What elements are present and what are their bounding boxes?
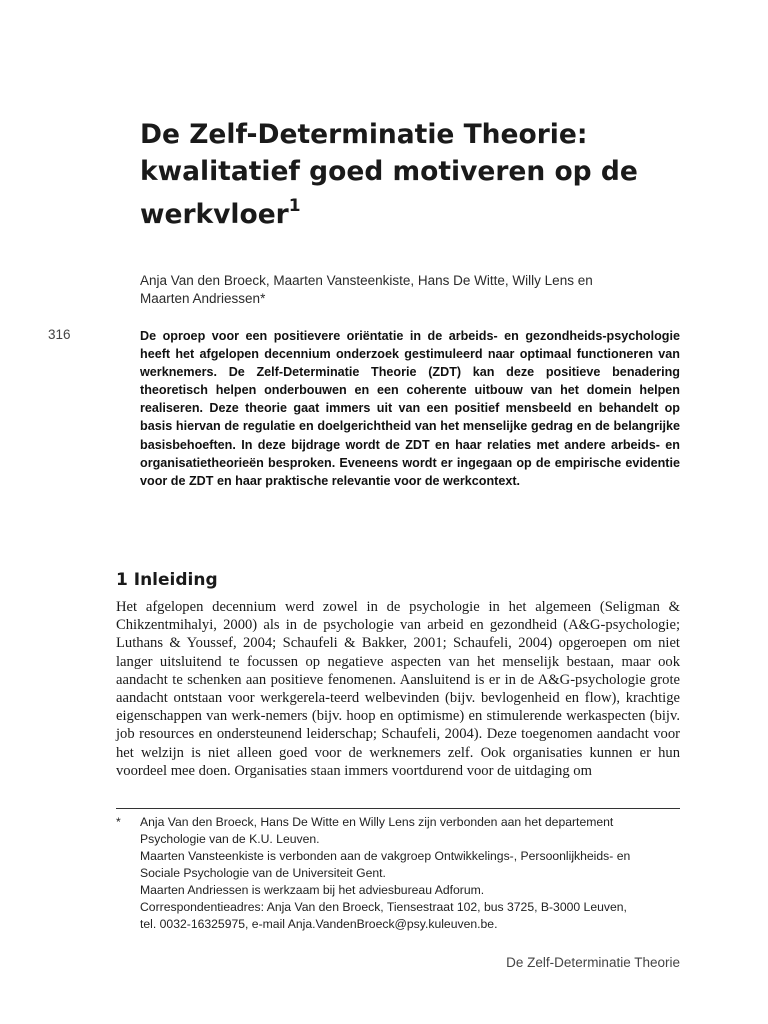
footnote-divider [116, 808, 680, 809]
footnote-line: Anja Van den Broeck, Hans De Witte en Willy Lens zijn verbonden aan het departement [140, 815, 614, 829]
footnote-line: Sociale Psychologie van de Universiteit Gent. [140, 866, 386, 880]
running-footer: De Zelf-Determinatie Theorie [506, 955, 680, 970]
footnote-line: Correspondentieadres: Anja Van den Broeck, Tiensestraat 102, bus 3725, B-3000 Leuven, [140, 900, 627, 914]
article-title [140, 116, 700, 233]
footnote-line: Psychologie van de K.U. Leuven. [140, 832, 320, 846]
author-list [140, 272, 680, 308]
section-body-text: Het afgelopen decennium werd zowel in de psychologie in het algemeen (Seligman & Chikzentmihalyi, 2000) als in de psychologie van arbeid en gezondheid (A&G-psychologie; Luthans & Youssef, 2004; Schaufeli & Bakker, 2001; Schaufeli, 2004) opgeroepen om niet langer uitsluitend te focussen op negatieve aspecten van het menselijk bestaan, maar ook aandacht te schenken aan positieve fenomenen. Aansluitend is er in de A&G-psychologie grote aandacht ontstaan voor werkgerela-teerd welbevinden (bijv. bevlogenheid en flow), krachtige eigenschappen van werk-nemers (bijv. hoop en optimisme) en stimulerende werkaspecten (bijv. job resources en ondersteunend leiderschap; Schaufeli, 2004). Deze toegenomen aandacht voor het welzijn is niet alleen goed voor de werknemers zelf. Ook organisaties kunnen er hun voordeel mee doen. Organisaties staan immers voortdurend voor de uitdaging om [116, 599, 680, 779]
section-heading-inleiding: 1 Inleiding [116, 570, 218, 590]
footnote-marker: * [116, 815, 121, 829]
title-line-1: De Zelf-Determinatie Theorie: [140, 119, 588, 150]
authors-line-2: Maarten Andriessen* [140, 291, 266, 306]
footnote-line: tel. 0032-16325975, e-mail Anja.VandenBroeck@psy.kuleuven.be. [140, 917, 498, 931]
authors-line-1: Anja Van den Broeck, Maarten Vansteenkiste, Hans De Witte, Willy Lens en [140, 273, 593, 288]
author-footnote [116, 814, 680, 933]
title-line-2: kwalitatief goed motiveren op de [140, 156, 638, 187]
title-line-3: werkvloer [140, 198, 289, 230]
title-footnote-ref[interactable]: 1 [288, 196, 301, 216]
page-number: 316 [48, 327, 71, 342]
abstract: De oproep voor een positievere oriëntatie in de arbeids- en gezondheids-psychologie heeft het afgelopen decennium onderzoek gestimuleerd naar optimaal functioneren van werknemers. De Zelf-Determinatie Theorie (ZDT) kan deze positieve benadering theoretisch helpen onderbouwen en een coherente uitbouw van het domein helpen realiseren. Deze theorie gaat immers uit van een positief mensbeeld en behandelt op basis hiervan de regulatie en doelgerichtheid van het menselijke gedrag en de belangrijke basisbehoeften. In deze bijdrage wordt de ZDT en haar relaties met andere arbeids- en organisatietheorieën besproken. Eveneens wordt er ingegaan op de empirische evidentie voor de ZDT en haar praktische relevantie voor de werkcontext. [140, 329, 680, 488]
footnote-line: Maarten Andriessen is werkzaam bij het adviesbureau Adforum. [140, 883, 485, 897]
footnote-line: Maarten Vansteenkiste is verbonden aan de vakgroep Ontwikkelings-, Persoonlijkheids- en [140, 849, 631, 863]
